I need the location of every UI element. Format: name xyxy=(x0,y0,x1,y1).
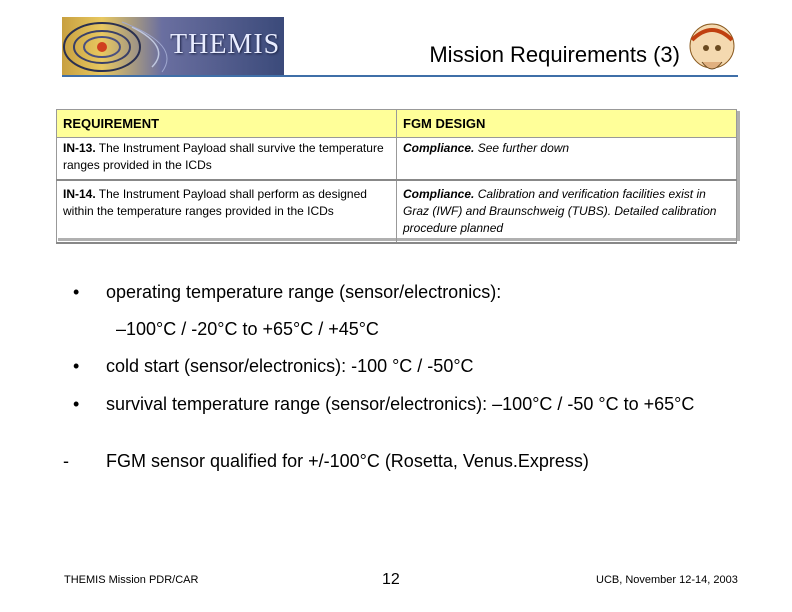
bullet-marker: • xyxy=(73,356,80,376)
requirement-cell xyxy=(57,138,397,181)
footer-right: UCB, November 12-14, 2003 xyxy=(596,574,738,586)
requirement-text: The Instrument Payload shall survive the temperature ranges provided in the ICDs xyxy=(63,141,384,172)
operating-range-values: –100°C / -20°C to +65°C / +45°C xyxy=(116,319,379,339)
themis-mascot-logo xyxy=(682,18,742,80)
logo-text: THEMIS xyxy=(170,29,281,60)
design-cell xyxy=(397,138,737,181)
table-header-row xyxy=(57,110,737,138)
bullet-operating-range: operating temperature range (sensor/electronics): xyxy=(106,282,502,302)
table-row xyxy=(57,180,737,243)
title-rule xyxy=(62,75,738,77)
page-number: 12 xyxy=(382,571,400,588)
design-text: Calibration and verification facilities exist in Graz (IWF) and Braunschweig (TUBS). Detailed calibration procedure planned xyxy=(403,187,717,235)
bullet-survival-range: survival temperature range (sensor/electronics): –100°C / -50 °C to +65°C xyxy=(106,394,695,414)
design-label: Compliance. xyxy=(403,141,475,155)
design-label: Compliance. xyxy=(403,187,475,201)
design-cell xyxy=(397,180,737,243)
bullet-cold-start: cold start (sensor/electronics): -100 °C / -50°C xyxy=(106,356,474,376)
footer-left: THEMIS Mission PDR/CAR xyxy=(64,574,199,586)
requirements-table xyxy=(56,109,737,244)
fgm-qualification-note: FGM sensor qualified for +/-100°C (Rosetta, Venus.Express) xyxy=(106,451,589,471)
bullet-marker: • xyxy=(73,282,80,302)
table-row xyxy=(57,138,737,181)
header-fgm-design: FGM DESIGN xyxy=(397,110,737,138)
table-shadow-right xyxy=(737,111,740,241)
bullet-marker: • xyxy=(73,394,80,414)
dash-marker: - xyxy=(63,451,69,471)
design-text: See further down xyxy=(474,141,570,155)
requirement-id: IN-14. xyxy=(63,187,96,201)
themis-banner-logo xyxy=(62,17,284,75)
requirement-id: IN-13. xyxy=(63,141,96,155)
header-requirement: REQUIREMENT xyxy=(57,110,397,138)
slide-title: Mission Requirements (3) xyxy=(429,42,680,67)
requirement-text: The Instrument Payload shall perform as designed within the temperature ranges provided in the ICDs xyxy=(63,187,367,218)
requirement-cell xyxy=(57,180,397,243)
